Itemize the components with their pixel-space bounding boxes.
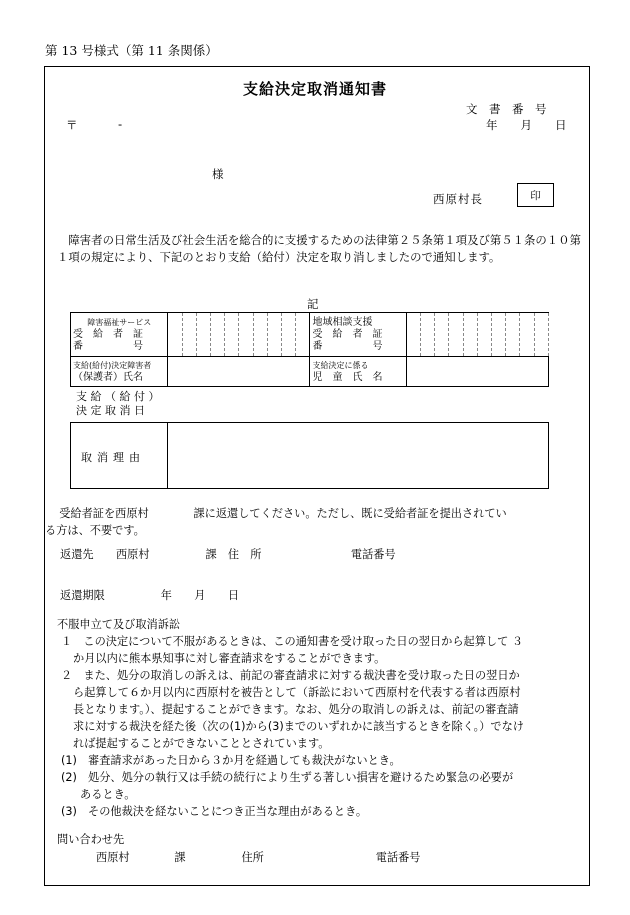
digit-cell[interactable] (282, 313, 296, 357)
return-notice-a: 受給者証を西原村 課に返還してください。ただし、既に受給者証を提出されてい (48, 507, 507, 520)
contact-heading: 問い合わせ先 (57, 833, 125, 846)
document-title: 支給決定取消通知書 (242, 80, 387, 98)
appeal-c1: (1) 審査請求があった日から３か月を経過しても裁決がないとき。 (61, 754, 401, 767)
form-number: 第 13 号様式（第 11 条関係） (45, 43, 218, 58)
appeal-p1-b: か月以内に熊本県知事に対し審査請求をすることができます。 (73, 652, 386, 665)
digit-cell[interactable] (239, 313, 253, 357)
return-notice-b: る方は、不要です。 (45, 524, 145, 537)
digit-cell[interactable] (506, 313, 520, 357)
community-label-a: 地域相談支援 (312, 316, 373, 328)
postal-dash: - (118, 117, 123, 131)
digit-cell[interactable] (463, 313, 477, 357)
seal-box (517, 183, 554, 207)
issuer-name: 西原村長 (433, 192, 483, 206)
digit-cell[interactable] (421, 313, 435, 357)
digit-cell[interactable] (435, 313, 449, 357)
cancel-date-label-b: 決 定 取 消 日 (76, 404, 145, 417)
reason-label: 取消理由 (81, 451, 145, 464)
cancel-date-label-a: 支 給 （ 給 付 ） (76, 390, 160, 403)
appeal-p2-d: 求に対する裁決を経た後（次の(1)から(3)までのいずれかに該当するときを除く。）でなけ (73, 720, 524, 733)
digit-cell[interactable] (477, 313, 491, 357)
cancel-date-label (76, 390, 159, 418)
digit-cell[interactable] (406, 313, 420, 357)
community-label-c: 番 号 (312, 340, 383, 352)
digit-cell[interactable] (182, 313, 196, 357)
digit-cell[interactable] (267, 313, 281, 357)
info-table (70, 312, 549, 387)
appeal-section (57, 616, 524, 820)
service-label: 障害福祉サービス (87, 317, 152, 327)
appeal-p2-b: ら起算して６か月以内に西原村を被告として（訴訟において西原村を代表する者は西原村 (73, 686, 521, 699)
community-label-b: 受 給 者 証 (312, 328, 383, 340)
digit-cell[interactable] (196, 313, 210, 357)
cert-label-b: 番 号 (73, 340, 143, 352)
cert-label-a: 受 給 者 証 (73, 328, 143, 340)
return-to: 返還先 西原村 課 住 所 電話番号 (60, 548, 396, 561)
child-name-label (310, 357, 406, 387)
community-cert-label (310, 313, 406, 357)
appeal-p2-c: 長となります。）、提起することができます。なお、処分の取消しの訴えは、前記の審査請 (73, 703, 519, 716)
digit-cell[interactable] (211, 313, 225, 357)
digit-cell[interactable] (492, 313, 506, 357)
reason-divider (167, 423, 168, 488)
appeal-c2-a: (2) 処分、処分の執行又は手続の続行により生ずる著しい損害を避けるため緊急の必要が (61, 771, 514, 784)
digit-cell[interactable] (225, 313, 239, 357)
guardian-label-b: （保護者）氏名 (73, 371, 143, 383)
digit-cell[interactable] (449, 313, 463, 357)
ki-heading: 記 (307, 297, 319, 311)
appeal-c2-b: あるとき。 (80, 788, 136, 801)
contact-line: 西原村 課 住所 電話番号 (96, 851, 421, 864)
appeal-p2-e: れば提起することができないこととされています。 (73, 737, 330, 750)
digit-cell[interactable] (168, 313, 182, 357)
digit-cell[interactable] (534, 313, 548, 357)
date-label: 年 月 日 (486, 118, 567, 132)
return-deadline: 返還期限 年 月 日 (60, 589, 240, 602)
digit-cell[interactable] (520, 313, 534, 357)
seal-label: 印 (530, 189, 541, 202)
child-label-b: 児 童 氏 名 (312, 371, 383, 383)
reason-box (70, 422, 549, 489)
child-name-field[interactable] (406, 357, 548, 387)
appeal-heading: 不服申立て及び取消訴訟 (57, 618, 181, 631)
intro-paragraph: 障害者の日常生活及び社会生活を総合的に支援するための法律第２５条第１項及び第５１条の１０第１項の規定により、下記のとおり支給（給付）決定を取り消しましたので通知します。 (57, 233, 581, 264)
appeal-p2-a: ２ また、処分の取消しの訴えは、前記の審査請求に対する裁決書を受け取った日の翌日か (61, 669, 520, 682)
recipient-cert-label (71, 313, 168, 357)
doc-number-label: 文 書 番 号 (466, 102, 547, 116)
postal-mark: 〒 (66, 118, 78, 132)
digit-cell[interactable] (296, 313, 310, 357)
appeal-p1-a: １ この決定について不服があるときは、この通知書を受け取った日の翌日から起算して ３ (61, 635, 524, 648)
honorific-sama: 様 (212, 167, 224, 181)
guardian-name-label (71, 357, 168, 387)
child-label-a: 支給決定に係る (312, 360, 369, 370)
return-notice (45, 505, 507, 539)
appeal-c3: (3) その他裁決を経ないことにつき正当な理由があるとき。 (61, 805, 368, 818)
digit-cell[interactable] (253, 313, 267, 357)
guardian-name-field[interactable] (168, 357, 310, 387)
guardian-label-a: 支給(給付)決定障害者 (73, 360, 152, 370)
